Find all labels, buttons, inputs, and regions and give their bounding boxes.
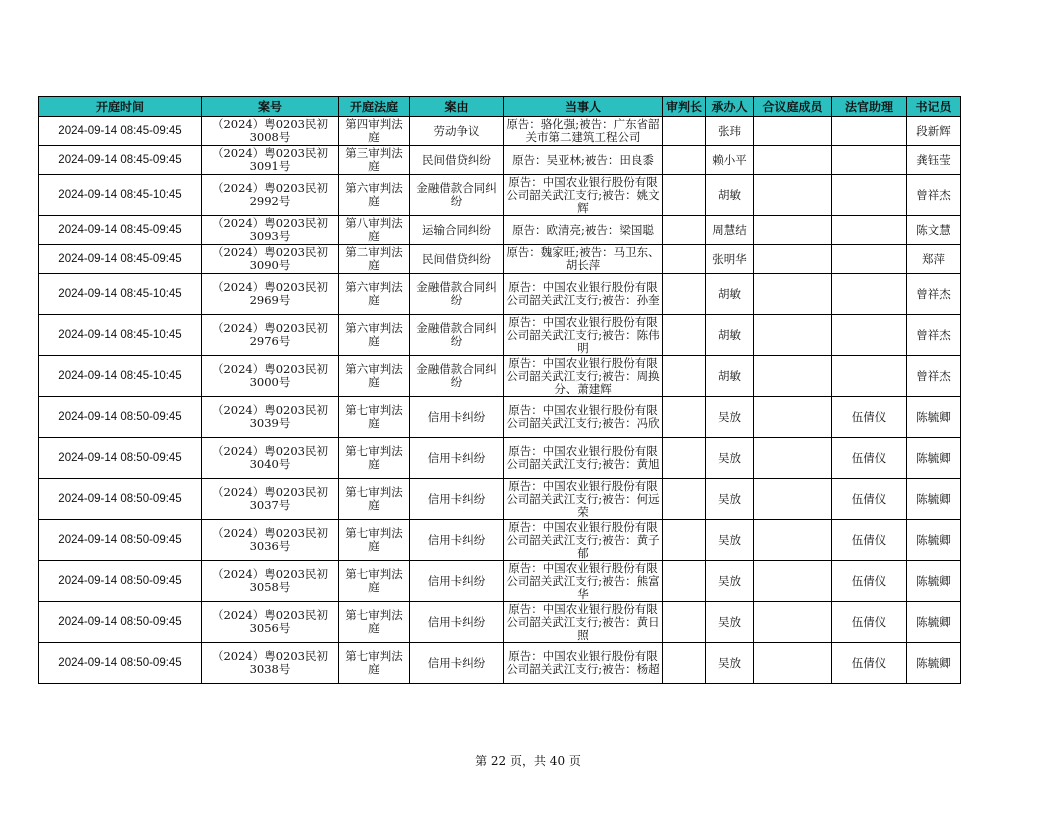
cell-judge-assistant-text: 伍倩仪 bbox=[851, 492, 887, 506]
cell-case-number-text: （2024）粤0203民初3058号 bbox=[211, 568, 329, 594]
cell-case-number bbox=[202, 438, 339, 479]
cell-panel-members bbox=[754, 175, 832, 216]
cell-cause-text: 金融借款合同纠纷 bbox=[416, 281, 497, 307]
cell-cause-text: 信用卡纠纷 bbox=[427, 533, 486, 547]
cell-handling-judge bbox=[706, 315, 754, 356]
cell-hearing-time bbox=[39, 274, 202, 315]
cell-clerk bbox=[907, 245, 961, 274]
cell-presiding-judge bbox=[663, 245, 706, 274]
cell-parties-text: 原告：中国农业银行股份有限公司韶关武江支行;被告：黄旭 bbox=[506, 445, 660, 471]
cell-clerk bbox=[907, 146, 961, 175]
table-row bbox=[39, 479, 961, 520]
cell-clerk-text: 郑萍 bbox=[922, 252, 945, 266]
cell-parties-text: 原告：中国农业银行股份有限公司韶关武江支行;被告：黄子郁 bbox=[506, 520, 660, 560]
cell-handling-judge bbox=[706, 479, 754, 520]
cell-judge-assistant-text: 伍倩仪 bbox=[851, 656, 887, 670]
cell-case-number bbox=[202, 479, 339, 520]
cell-handling-judge-text: 吴放 bbox=[718, 574, 741, 588]
cell-cause bbox=[410, 397, 504, 438]
cell-judge-assistant bbox=[832, 274, 907, 315]
cell-clerk-text: 陈毓卿 bbox=[916, 574, 951, 588]
cell-presiding-judge bbox=[663, 643, 706, 684]
cell-cause-text: 信用卡纠纷 bbox=[427, 615, 486, 629]
cell-hearing-time bbox=[39, 479, 202, 520]
cell-judge-assistant bbox=[832, 479, 907, 520]
cell-courtroom-text: 第二审判法庭 bbox=[345, 246, 403, 272]
cell-hearing-time bbox=[39, 520, 202, 561]
cell-case-number-text: （2024）粤0203民初2976号 bbox=[211, 322, 329, 348]
table-row bbox=[39, 175, 961, 216]
cell-courtroom bbox=[339, 438, 410, 479]
cell-case-number-text: （2024）粤0203民初3038号 bbox=[211, 650, 329, 676]
cell-parties bbox=[504, 520, 663, 561]
cell-clerk-text: 陈毓卿 bbox=[916, 656, 951, 670]
cell-case-number bbox=[202, 175, 339, 216]
cell-courtroom bbox=[339, 175, 410, 216]
cell-clerk bbox=[907, 356, 961, 397]
header-parties: 当事人 bbox=[504, 97, 663, 117]
cell-cause-text: 信用卡纠纷 bbox=[427, 492, 486, 506]
cell-judge-assistant bbox=[832, 602, 907, 643]
cell-panel-members bbox=[754, 438, 832, 479]
cell-case-number-text: （2024）粤0203民初3037号 bbox=[211, 486, 329, 512]
cell-cause bbox=[410, 479, 504, 520]
cell-parties-text: 原告：中国农业银行股份有限公司韶关武江支行;被告：熊富华 bbox=[506, 561, 660, 601]
cell-handling-judge-text: 胡敏 bbox=[718, 188, 741, 202]
cell-cause bbox=[410, 356, 504, 397]
cell-panel-members bbox=[754, 274, 832, 315]
cell-handling-judge bbox=[706, 397, 754, 438]
table-row bbox=[39, 356, 961, 397]
cell-case-number bbox=[202, 146, 339, 175]
cell-presiding-judge bbox=[663, 356, 706, 397]
header-cause: 案由 bbox=[410, 97, 504, 117]
cell-courtroom bbox=[339, 602, 410, 643]
cell-panel-members bbox=[754, 356, 832, 397]
cell-panel-members bbox=[754, 216, 832, 245]
cell-panel-members bbox=[754, 397, 832, 438]
cell-panel-members bbox=[754, 520, 832, 561]
cell-courtroom-text: 第三审判法庭 bbox=[345, 147, 403, 173]
cell-handling-judge bbox=[706, 438, 754, 479]
cell-cause-text: 运输合同纠纷 bbox=[422, 223, 491, 237]
cell-clerk bbox=[907, 479, 961, 520]
cell-courtroom-text: 第七审判法庭 bbox=[345, 404, 403, 430]
cell-case-number bbox=[202, 520, 339, 561]
cell-case-number-text: （2024）粤0203民初3091号 bbox=[211, 147, 329, 173]
cell-cause-text: 金融借款合同纠纷 bbox=[416, 322, 497, 348]
header-courtroom: 开庭法庭 bbox=[339, 97, 410, 117]
cell-clerk-text: 曾祥杰 bbox=[916, 369, 951, 383]
cell-case-number-text: （2024）粤0203民初2992号 bbox=[211, 182, 329, 208]
cell-parties-text: 原告：中国农业银行股份有限公司韶关武江支行;被告：周换分、萧建辉 bbox=[506, 356, 660, 396]
cell-case-number bbox=[202, 397, 339, 438]
cell-handling-judge bbox=[706, 175, 754, 216]
cell-case-number bbox=[202, 356, 339, 397]
cell-panel-members bbox=[754, 245, 832, 274]
cell-parties bbox=[504, 397, 663, 438]
cell-presiding-judge bbox=[663, 479, 706, 520]
cell-case-number bbox=[202, 561, 339, 602]
cell-case-number-text: （2024）粤0203民初3093号 bbox=[211, 217, 329, 243]
cell-judge-assistant bbox=[832, 146, 907, 175]
cell-parties-text: 原告：中国农业银行股份有限公司韶关武江支行;被告：陈伟明 bbox=[506, 315, 660, 355]
cell-parties bbox=[504, 216, 663, 245]
cell-cause bbox=[410, 175, 504, 216]
cell-parties bbox=[504, 315, 663, 356]
cell-clerk bbox=[907, 274, 961, 315]
cell-case-number bbox=[202, 602, 339, 643]
cell-handling-judge bbox=[706, 117, 754, 146]
cell-handling-judge-text: 吴放 bbox=[718, 615, 741, 629]
cell-handling-judge-text: 周慧结 bbox=[712, 223, 747, 237]
cell-handling-judge bbox=[706, 356, 754, 397]
cell-judge-assistant-text: 伍倩仪 bbox=[851, 574, 887, 588]
cell-hearing-time-text: 2024-09-14 08:45-09:45 bbox=[58, 252, 182, 265]
cell-presiding-judge bbox=[663, 274, 706, 315]
cell-judge-assistant bbox=[832, 438, 907, 479]
header-clerk: 书记员 bbox=[907, 97, 961, 117]
cell-courtroom bbox=[339, 520, 410, 561]
table-row bbox=[39, 274, 961, 315]
cell-case-number bbox=[202, 117, 339, 146]
cell-hearing-time-text: 2024-09-14 08:45-09:45 bbox=[58, 223, 182, 236]
cell-judge-assistant-text: 伍倩仪 bbox=[851, 451, 887, 465]
cell-courtroom-text: 第七审判法庭 bbox=[345, 527, 403, 553]
cell-parties-text: 原告：中国农业银行股份有限公司韶关武江支行;被告：黄日照 bbox=[506, 602, 660, 642]
table-row bbox=[39, 602, 961, 643]
cell-clerk bbox=[907, 438, 961, 479]
cell-courtroom bbox=[339, 245, 410, 274]
cell-clerk-text: 陈文慧 bbox=[916, 223, 951, 237]
cell-courtroom-text: 第七审判法庭 bbox=[345, 568, 403, 594]
cell-presiding-judge bbox=[663, 520, 706, 561]
cell-case-number bbox=[202, 274, 339, 315]
cell-handling-judge-text: 吴放 bbox=[718, 656, 741, 670]
cell-handling-judge-text: 吴放 bbox=[718, 410, 741, 424]
cell-courtroom bbox=[339, 479, 410, 520]
cell-presiding-judge bbox=[663, 175, 706, 216]
cell-presiding-judge bbox=[663, 216, 706, 245]
cell-hearing-time-text: 2024-09-14 08:50-09:45 bbox=[58, 451, 182, 464]
cell-cause bbox=[410, 643, 504, 684]
cell-hearing-time bbox=[39, 117, 202, 146]
cell-parties-text: 原告：中国农业银行股份有限公司韶关武江支行;被告：何远荣 bbox=[506, 479, 660, 519]
cell-handling-judge bbox=[706, 520, 754, 561]
cell-judge-assistant bbox=[832, 175, 907, 216]
cell-courtroom-text: 第七审判法庭 bbox=[345, 650, 403, 676]
cell-parties bbox=[504, 643, 663, 684]
cell-cause bbox=[410, 520, 504, 561]
cell-cause-text: 信用卡纠纷 bbox=[427, 656, 486, 670]
cell-courtroom bbox=[339, 397, 410, 438]
cell-cause bbox=[410, 245, 504, 274]
cell-case-number-text: （2024）粤0203民初3090号 bbox=[211, 246, 329, 272]
cell-judge-assistant-text: 伍倩仪 bbox=[851, 615, 887, 629]
cell-panel-members bbox=[754, 643, 832, 684]
cell-hearing-time bbox=[39, 561, 202, 602]
cell-cause bbox=[410, 146, 504, 175]
cell-parties-text: 原告：魏家旺;被告：马卫东、胡长萍 bbox=[506, 246, 660, 272]
table-row bbox=[39, 438, 961, 479]
cell-parties bbox=[504, 561, 663, 602]
cell-hearing-time-text: 2024-09-14 08:50-09:45 bbox=[58, 656, 182, 669]
cell-parties bbox=[504, 438, 663, 479]
cell-case-number-text: （2024）粤0203民初3056号 bbox=[211, 609, 329, 635]
cell-parties bbox=[504, 274, 663, 315]
cell-judge-assistant bbox=[832, 216, 907, 245]
cell-clerk-text: 陈毓卿 bbox=[916, 492, 951, 506]
cell-hearing-time bbox=[39, 315, 202, 356]
cell-presiding-judge bbox=[663, 146, 706, 175]
cell-handling-judge-text: 张玮 bbox=[718, 124, 741, 138]
cell-clerk-text: 龚钰莹 bbox=[916, 153, 951, 167]
cell-hearing-time bbox=[39, 438, 202, 479]
cell-hearing-time-text: 2024-09-14 08:45-10:45 bbox=[58, 328, 182, 341]
cell-handling-judge bbox=[706, 602, 754, 643]
cell-cause-text: 信用卡纠纷 bbox=[427, 410, 486, 424]
cell-case-number-text: （2024）粤0203民初3036号 bbox=[211, 527, 329, 553]
cell-clerk bbox=[907, 643, 961, 684]
cell-clerk-text: 陈毓卿 bbox=[916, 615, 951, 629]
cell-courtroom-text: 第六审判法庭 bbox=[345, 281, 403, 307]
cell-panel-members bbox=[754, 602, 832, 643]
cell-handling-judge-text: 吴放 bbox=[718, 492, 741, 506]
cell-parties bbox=[504, 356, 663, 397]
page-footer: 第 22 页，共 40 页 bbox=[475, 754, 581, 768]
cell-judge-assistant bbox=[832, 520, 907, 561]
cell-presiding-judge bbox=[663, 602, 706, 643]
cell-cause-text: 金融借款合同纠纷 bbox=[416, 363, 497, 389]
cell-clerk-text: 曾祥杰 bbox=[916, 328, 951, 342]
table-row bbox=[39, 397, 961, 438]
cell-judge-assistant bbox=[832, 561, 907, 602]
cell-judge-assistant-text: 伍倩仪 bbox=[851, 533, 887, 547]
cell-judge-assistant bbox=[832, 397, 907, 438]
cell-clerk bbox=[907, 117, 961, 146]
cell-clerk bbox=[907, 216, 961, 245]
cell-handling-judge-text: 胡敏 bbox=[718, 328, 741, 342]
cell-hearing-time-text: 2024-09-14 08:50-09:45 bbox=[58, 574, 182, 587]
cell-handling-judge bbox=[706, 216, 754, 245]
cell-parties-text: 原告：中国农业银行股份有限公司韶关武江支行;被告：孙奎 bbox=[506, 281, 660, 307]
cell-parties bbox=[504, 175, 663, 216]
hearing-schedule-table bbox=[38, 96, 961, 684]
cell-courtroom-text: 第七审判法庭 bbox=[345, 486, 403, 512]
cell-courtroom-text: 第六审判法庭 bbox=[345, 322, 403, 348]
header-case-number: 案号 bbox=[202, 97, 339, 117]
cell-panel-members bbox=[754, 146, 832, 175]
cell-judge-assistant bbox=[832, 315, 907, 356]
cell-presiding-judge bbox=[663, 117, 706, 146]
cell-parties-text: 原告：吴亚林;被告：田良黍 bbox=[512, 153, 654, 167]
cell-cause-text: 信用卡纠纷 bbox=[427, 451, 486, 465]
header-panel-members: 合议庭成员 bbox=[754, 97, 832, 117]
cell-parties bbox=[504, 602, 663, 643]
cell-courtroom bbox=[339, 216, 410, 245]
cell-hearing-time bbox=[39, 602, 202, 643]
header-judge-assistant: 法官助理 bbox=[832, 97, 907, 117]
cell-clerk bbox=[907, 397, 961, 438]
cell-clerk bbox=[907, 602, 961, 643]
header-handling-judge: 承办人 bbox=[706, 97, 754, 117]
cell-courtroom-text: 第八审判法庭 bbox=[345, 217, 403, 243]
cell-clerk-text: 陈毓卿 bbox=[916, 410, 951, 424]
cell-case-number bbox=[202, 216, 339, 245]
cell-courtroom bbox=[339, 146, 410, 175]
cell-case-number-text: （2024）粤0203民初3000号 bbox=[211, 363, 329, 389]
cell-parties-text: 原告：骆化强;被告：广东省韶关市第二建筑工程公司 bbox=[506, 118, 660, 144]
cell-hearing-time bbox=[39, 146, 202, 175]
cell-hearing-time bbox=[39, 356, 202, 397]
cell-hearing-time-text: 2024-09-14 08:50-09:45 bbox=[58, 410, 182, 423]
table-row bbox=[39, 643, 961, 684]
cell-panel-members bbox=[754, 479, 832, 520]
cell-hearing-time-text: 2024-09-14 08:50-09:45 bbox=[58, 615, 182, 628]
cell-parties-text: 原告：中国农业银行股份有限公司韶关武江支行;被告：杨超 bbox=[506, 650, 660, 676]
cell-parties bbox=[504, 146, 663, 175]
cell-cause-text: 信用卡纠纷 bbox=[427, 574, 486, 588]
cell-clerk-text: 曾祥杰 bbox=[916, 287, 951, 301]
cell-handling-judge bbox=[706, 245, 754, 274]
cell-parties-text: 原告：中国农业银行股份有限公司韶关武江支行;被告：冯欣 bbox=[506, 404, 660, 430]
cell-cause-text: 劳动争议 bbox=[433, 124, 480, 138]
cell-courtroom bbox=[339, 643, 410, 684]
cell-courtroom-text: 第四审判法庭 bbox=[345, 118, 403, 144]
cell-courtroom-text: 第七审判法庭 bbox=[345, 609, 403, 635]
cell-presiding-judge bbox=[663, 397, 706, 438]
cell-case-number-text: （2024）粤0203民初2969号 bbox=[211, 281, 329, 307]
cell-parties-text: 原告：中国农业银行股份有限公司韶关武江支行;被告：姚文辉 bbox=[506, 175, 660, 215]
cell-cause-text: 民间借贷纠纷 bbox=[422, 153, 491, 167]
cell-cause bbox=[410, 274, 504, 315]
table-header-row bbox=[39, 97, 961, 117]
header-hearing-time: 开庭时间 bbox=[39, 97, 202, 117]
cell-parties bbox=[504, 117, 663, 146]
cell-courtroom bbox=[339, 561, 410, 602]
table-row bbox=[39, 561, 961, 602]
table-row bbox=[39, 146, 961, 175]
cell-hearing-time-text: 2024-09-14 08:45-09:45 bbox=[58, 124, 182, 137]
cell-hearing-time-text: 2024-09-14 08:50-09:45 bbox=[58, 492, 182, 505]
cell-cause-text: 金融借款合同纠纷 bbox=[416, 182, 497, 208]
cell-hearing-time-text: 2024-09-14 08:45-10:45 bbox=[58, 369, 182, 382]
cell-courtroom bbox=[339, 315, 410, 356]
table-row bbox=[39, 245, 961, 274]
cell-handling-judge-text: 赖小平 bbox=[712, 153, 747, 167]
cell-clerk-text: 陈毓卿 bbox=[916, 451, 951, 465]
cell-handling-judge bbox=[706, 146, 754, 175]
cell-courtroom-text: 第七审判法庭 bbox=[345, 445, 403, 471]
cell-cause bbox=[410, 315, 504, 356]
cell-presiding-judge bbox=[663, 438, 706, 479]
cell-cause bbox=[410, 438, 504, 479]
cell-hearing-time bbox=[39, 245, 202, 274]
cell-cause bbox=[410, 602, 504, 643]
cell-courtroom-text: 第六审判法庭 bbox=[345, 363, 403, 389]
cell-case-number-text: （2024）粤0203民初3008号 bbox=[211, 118, 329, 144]
cell-hearing-time-text: 2024-09-14 08:50-09:45 bbox=[58, 533, 182, 546]
cell-cause bbox=[410, 561, 504, 602]
cell-handling-judge bbox=[706, 274, 754, 315]
table-row bbox=[39, 117, 961, 146]
cell-judge-assistant bbox=[832, 356, 907, 397]
cell-cause-text: 民间借贷纠纷 bbox=[422, 252, 491, 266]
cell-handling-judge-text: 胡敏 bbox=[718, 369, 741, 383]
cell-clerk bbox=[907, 315, 961, 356]
cell-hearing-time-text: 2024-09-14 08:45-10:45 bbox=[58, 188, 182, 201]
table-row bbox=[39, 520, 961, 561]
header-presiding-judge: 审判长 bbox=[663, 97, 706, 117]
cell-parties-text: 原告：欧清亮;被告：梁国聪 bbox=[512, 223, 654, 237]
cell-case-number-text: （2024）粤0203民初3040号 bbox=[211, 445, 329, 471]
cell-parties bbox=[504, 479, 663, 520]
table-row bbox=[39, 216, 961, 245]
cell-judge-assistant bbox=[832, 643, 907, 684]
cell-judge-assistant-text: 伍倩仪 bbox=[851, 410, 887, 424]
cell-handling-judge-text: 吴放 bbox=[718, 451, 741, 465]
cell-handling-judge bbox=[706, 643, 754, 684]
cell-presiding-judge bbox=[663, 561, 706, 602]
cell-case-number-text: （2024）粤0203民初3039号 bbox=[211, 404, 329, 430]
cell-clerk bbox=[907, 520, 961, 561]
cell-cause bbox=[410, 216, 504, 245]
cell-hearing-time bbox=[39, 397, 202, 438]
cell-courtroom bbox=[339, 117, 410, 146]
table-row bbox=[39, 315, 961, 356]
cell-handling-judge-text: 吴放 bbox=[718, 533, 741, 547]
cell-hearing-time-text: 2024-09-14 08:45-09:45 bbox=[58, 153, 182, 166]
cell-parties bbox=[504, 245, 663, 274]
cell-hearing-time bbox=[39, 175, 202, 216]
cell-courtroom bbox=[339, 274, 410, 315]
cell-case-number bbox=[202, 643, 339, 684]
cell-judge-assistant bbox=[832, 117, 907, 146]
cell-handling-judge bbox=[706, 561, 754, 602]
cell-cause bbox=[410, 117, 504, 146]
cell-panel-members bbox=[754, 117, 832, 146]
cell-hearing-time-text: 2024-09-14 08:45-10:45 bbox=[58, 287, 182, 300]
cell-courtroom bbox=[339, 356, 410, 397]
cell-panel-members bbox=[754, 315, 832, 356]
cell-clerk-text: 段新辉 bbox=[916, 124, 951, 138]
cell-hearing-time bbox=[39, 216, 202, 245]
cell-judge-assistant bbox=[832, 245, 907, 274]
cell-clerk-text: 陈毓卿 bbox=[916, 533, 951, 547]
cell-panel-members bbox=[754, 561, 832, 602]
cell-hearing-time bbox=[39, 643, 202, 684]
cell-presiding-judge bbox=[663, 315, 706, 356]
cell-clerk bbox=[907, 561, 961, 602]
cell-handling-judge-text: 胡敏 bbox=[718, 287, 741, 301]
cell-case-number bbox=[202, 315, 339, 356]
cell-courtroom-text: 第六审判法庭 bbox=[345, 182, 403, 208]
cell-clerk-text: 曾祥杰 bbox=[916, 188, 951, 202]
cell-handling-judge-text: 张明华 bbox=[712, 252, 747, 266]
cell-case-number bbox=[202, 245, 339, 274]
cell-clerk bbox=[907, 175, 961, 216]
